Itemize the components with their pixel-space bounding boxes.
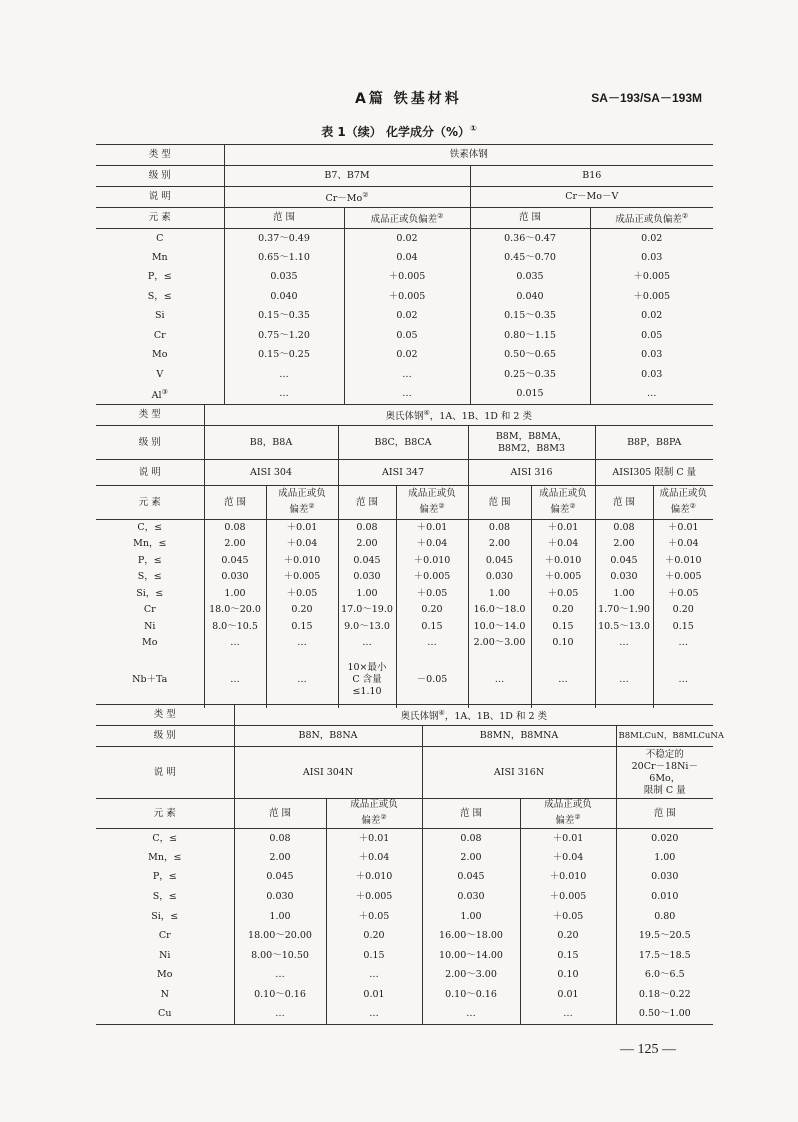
value-cell: 0.030 — [338, 569, 396, 586]
type-label: 类 型 — [96, 145, 224, 166]
range-header: 范 围 — [234, 799, 326, 829]
value-cell: 0.75～1.20 — [224, 326, 344, 346]
elem-label: 元 素 — [96, 208, 224, 229]
table-row — [96, 326, 713, 346]
value-cell: 0.20 — [396, 602, 468, 619]
value-cell: ＋0.005 — [266, 569, 338, 586]
value-cell: 0.20 — [326, 926, 422, 946]
desc-crmo: Cr－Mo② — [224, 187, 470, 208]
ferritic-table — [96, 144, 713, 404]
grade-b8p: B8P，B8PA — [595, 426, 713, 460]
value-cell: ＋0.01 — [653, 520, 713, 537]
grade-label: 级 别 — [96, 726, 234, 747]
value-cell: ＋0.04 — [326, 848, 422, 868]
table-row — [96, 652, 713, 708]
table-row — [96, 307, 713, 327]
value-cell: ＋0.01 — [266, 520, 338, 537]
page-number: — 125 — — [620, 1042, 676, 1057]
value-cell: 0.65～1.10 — [224, 248, 344, 268]
value-cell: … — [326, 1005, 422, 1025]
value-cell: 0.01 — [326, 985, 422, 1005]
value-cell: ＋0.05 — [266, 586, 338, 603]
value-cell: 0.030 — [616, 868, 713, 888]
value-cell: 0.10～0.16 — [234, 985, 326, 1005]
value-cell: 0.15 — [396, 619, 468, 636]
grade-b7: B7、B7M — [224, 166, 470, 187]
value-cell: 0.05 — [344, 326, 470, 346]
value-cell: 0.20 — [266, 602, 338, 619]
value-cell: ＋0.05 — [520, 907, 616, 927]
dev-header: 成品正或负 偏差② — [396, 486, 468, 520]
table-row — [96, 248, 713, 268]
table-row — [96, 520, 713, 537]
element-name: Cr — [143, 604, 156, 616]
element-name: Mn，≤ — [133, 538, 167, 550]
element-name: N — [160, 989, 169, 1001]
value-cell: ＋0.04 — [520, 848, 616, 868]
range-header: 范 围 — [422, 799, 520, 829]
table-row — [96, 829, 713, 849]
value-cell: … — [531, 652, 595, 708]
table-row — [96, 635, 713, 652]
value-cell: ＋0.010 — [326, 868, 422, 888]
value-cell: 2.00 — [422, 848, 520, 868]
type-label: 类 型 — [96, 405, 204, 426]
value-cell: 0.040 — [224, 287, 344, 307]
value-cell: … — [653, 635, 713, 652]
value-cell: ＋0.005 — [344, 287, 470, 307]
range-header: 范 围 — [595, 486, 653, 520]
value-cell: 0.040 — [470, 287, 590, 307]
value-cell: 0.15 — [326, 946, 422, 966]
value-cell: ＋0.005 — [590, 268, 713, 288]
spec-number: SA－193/SA－193M — [591, 91, 702, 105]
value-cell: ＋0.01 — [396, 520, 468, 537]
value-cell: ＋0.005 — [653, 569, 713, 586]
value-cell: 0.030 — [422, 887, 520, 907]
austenitic-table-2 — [96, 704, 724, 1025]
value-cell: ＋0.04 — [653, 536, 713, 553]
value-cell: ＋0.010 — [266, 553, 338, 570]
value-cell: 1.00 — [422, 907, 520, 927]
table-row — [96, 365, 713, 385]
element-name: S，≤ — [147, 290, 172, 302]
desc-label: 说 明 — [96, 460, 204, 486]
value-cell: 0.03 — [590, 346, 713, 366]
desc-unstable: 不稳定的 20Cr－18Ni－6Mo， 限制 C 量 — [616, 747, 713, 799]
value-cell: … — [326, 966, 422, 986]
value-cell: ＋0.05 — [396, 586, 468, 603]
grade-b16: B16 — [470, 166, 713, 187]
element-name: Mo — [152, 349, 168, 361]
element-name: P，≤ — [147, 271, 172, 283]
range-header: 范 围 — [224, 208, 344, 229]
value-cell: 0.04 — [344, 248, 470, 268]
value-cell: ＋0.010 — [520, 868, 616, 888]
element-name: V — [156, 368, 164, 380]
table-row — [96, 229, 713, 249]
value-cell: … — [224, 385, 344, 405]
value-cell: … — [234, 966, 326, 986]
value-cell: … — [266, 635, 338, 652]
value-cell: 18.0～20.0 — [204, 602, 266, 619]
value-cell: 0.010 — [616, 887, 713, 907]
value-cell: 0.20 — [520, 926, 616, 946]
value-cell: －0.05 — [396, 652, 468, 708]
value-cell: 2.00 — [468, 536, 531, 553]
table-row — [96, 385, 713, 405]
element-name: C，≤ — [96, 829, 234, 849]
section-title: A篇 铁基材料 — [355, 91, 462, 107]
value-cell: 0.15 — [531, 619, 595, 636]
value-cell: ＋0.005 — [326, 887, 422, 907]
value-cell: 0.20 — [653, 602, 713, 619]
table-caption: 表 1（续） 化学成分（%）① — [321, 124, 477, 139]
value-cell: 0.15 — [266, 619, 338, 636]
element-name: Mo — [157, 969, 173, 981]
desc-304n: AISI 304N — [234, 747, 422, 799]
value-cell: 0.035 — [470, 268, 590, 288]
elem-label: 元 素 — [96, 799, 234, 829]
desc-347: AISI 347 — [338, 460, 468, 486]
dev-header: 成品正或负偏差② — [344, 208, 470, 229]
grade-b8: B8，B8A — [204, 426, 338, 460]
value-cell: 0.50～0.65 — [470, 346, 590, 366]
value-cell: ＋0.010 — [396, 553, 468, 570]
value-cell: ＋0.005 — [344, 268, 470, 288]
element-name: Cr — [153, 329, 166, 341]
value-cell: 0.15～0.35 — [470, 307, 590, 327]
element-name: P，≤ — [152, 871, 177, 883]
value-cell: 0.50～1.00 — [616, 1005, 713, 1025]
table-row — [96, 268, 713, 288]
elem-label: 元 素 — [96, 486, 204, 520]
element-name: Al③ — [151, 388, 168, 402]
value-cell: … — [204, 635, 266, 652]
value-cell: ＋0.05 — [326, 907, 422, 927]
value-cell: ＋0.04 — [266, 536, 338, 553]
value-cell: 0.01 — [520, 985, 616, 1005]
value-cell: 0.37～0.49 — [224, 229, 344, 249]
element-name: C，≤ — [96, 520, 204, 537]
value-cell: 8.00～10.50 — [234, 946, 326, 966]
value-cell: 0.80～1.15 — [470, 326, 590, 346]
value-cell: 2.00 — [595, 536, 653, 553]
value-cell: 17.0～19.0 — [338, 602, 396, 619]
value-cell: … — [224, 365, 344, 385]
range-header: 范 围 — [338, 486, 396, 520]
value-cell: 19.5～20.5 — [616, 926, 713, 946]
value-cell: 0.18～0.22 — [616, 985, 713, 1005]
value-cell: ＋0.01 — [531, 520, 595, 537]
desc-label: 说 明 — [96, 747, 234, 799]
value-cell: ＋0.04 — [396, 536, 468, 553]
value-cell: 2.00～3.00 — [468, 635, 531, 652]
value-cell: 9.0～13.0 — [338, 619, 396, 636]
value-cell: 0.045 — [468, 553, 531, 570]
range-header: 范 围 — [468, 486, 531, 520]
value-cell: 0.03 — [590, 248, 713, 268]
range-header: 范 围 — [470, 208, 590, 229]
value-cell: 0.045 — [204, 553, 266, 570]
desc-304: AISI 304 — [204, 460, 338, 486]
value-cell: … — [396, 635, 468, 652]
type-label: 类 型 — [96, 705, 234, 726]
value-cell: 0.02 — [344, 307, 470, 327]
value-cell: … — [653, 652, 713, 708]
value-cell: 0.030 — [204, 569, 266, 586]
value-cell: 0.15 — [520, 946, 616, 966]
desc-316n: AISI 316N — [422, 747, 616, 799]
value-cell: 1.00 — [595, 586, 653, 603]
value-cell: 0.08 — [468, 520, 531, 537]
grade-b8mn: B8MN，B8MNA — [422, 726, 616, 747]
desc-305: AISI305 限制 C 量 — [595, 460, 713, 486]
austenitic-table-1 — [96, 404, 713, 708]
value-cell: 10×最小 C 含量 ≤1.10 — [338, 652, 396, 708]
element-name: Ni — [144, 620, 156, 632]
value-cell: 0.020 — [616, 829, 713, 849]
grade-label: 级 别 — [96, 166, 224, 187]
dev-header: 成品正或负 偏差② — [531, 486, 595, 520]
value-cell: 1.00 — [234, 907, 326, 927]
table-row — [96, 848, 713, 868]
desc-crmov: Cr－Mo－V — [470, 187, 713, 208]
dev-header: 成品正或负偏差② — [590, 208, 713, 229]
value-cell: 0.03 — [590, 365, 713, 385]
value-cell: 0.08 — [422, 829, 520, 849]
value-cell: 0.25～0.35 — [470, 365, 590, 385]
element-name: Mo — [142, 637, 158, 649]
table-row — [96, 985, 713, 1005]
element-name: S，≤ — [152, 891, 177, 903]
value-cell: 2.00 — [204, 536, 266, 553]
dev-header: 成品正或负 偏差② — [326, 799, 422, 829]
value-cell: 10.00～14.00 — [422, 946, 520, 966]
value-cell: … — [266, 652, 338, 708]
value-cell: 0.08 — [338, 520, 396, 537]
value-cell: … — [595, 652, 653, 708]
table-row — [96, 569, 713, 586]
value-cell: 0.05 — [590, 326, 713, 346]
table-row — [96, 287, 713, 307]
dev-header: 成品正或负 偏差② — [653, 486, 713, 520]
value-cell: 0.02 — [590, 307, 713, 327]
value-cell: 0.45～0.70 — [470, 248, 590, 268]
table-row — [96, 536, 713, 553]
value-cell: ＋0.010 — [531, 553, 595, 570]
table-row — [96, 926, 713, 946]
grade-b8mlcun: B8MLCuN，B8MLCuNA — [616, 726, 713, 747]
table-row — [96, 946, 713, 966]
value-cell: 17.5～18.5 — [616, 946, 713, 966]
value-cell: 0.15 — [653, 619, 713, 636]
value-cell: 0.02 — [344, 229, 470, 249]
value-cell: … — [422, 1005, 520, 1025]
table-row — [96, 966, 713, 986]
value-cell: 0.10 — [531, 635, 595, 652]
value-cell: ＋0.005 — [531, 569, 595, 586]
element-name: Cr — [158, 930, 171, 942]
type-value: 奥氏体钢④，1A、1B、1D 和 2 类 — [204, 405, 713, 426]
value-cell: 1.00 — [338, 586, 396, 603]
value-cell: 0.045 — [422, 868, 520, 888]
value-cell: 0.08 — [234, 829, 326, 849]
value-cell: ＋0.005 — [590, 287, 713, 307]
value-cell: ＋0.01 — [520, 829, 616, 849]
table-row — [96, 619, 713, 636]
element-name: Si，≤ — [151, 910, 179, 922]
table-row — [96, 868, 713, 888]
value-cell: 8.0～10.5 — [204, 619, 266, 636]
value-cell: ＋0.01 — [326, 829, 422, 849]
table-row — [96, 553, 713, 570]
grade-label: 级 别 — [96, 426, 204, 460]
value-cell: 0.045 — [234, 868, 326, 888]
value-cell: 16.0～18.0 — [468, 602, 531, 619]
range-header: 范 围 — [204, 486, 266, 520]
value-cell: 6.0～6.5 — [616, 966, 713, 986]
value-cell: … — [344, 385, 470, 405]
dev-header: 成品正或负 偏差② — [520, 799, 616, 829]
value-cell: 2.00 — [338, 536, 396, 553]
value-cell: 0.20 — [531, 602, 595, 619]
value-cell: … — [590, 385, 713, 405]
value-cell: 0.15～0.25 — [224, 346, 344, 366]
value-cell: … — [204, 652, 266, 708]
value-cell: 0.045 — [338, 553, 396, 570]
element-name: Mn，≤ — [148, 851, 182, 863]
value-cell: 0.36～0.47 — [470, 229, 590, 249]
value-cell: 0.80 — [616, 907, 713, 927]
value-cell: ＋0.04 — [531, 536, 595, 553]
element-name: C — [96, 229, 224, 249]
value-cell: 2.00～3.00 — [422, 966, 520, 986]
value-cell: 2.00 — [234, 848, 326, 868]
value-cell: … — [344, 365, 470, 385]
value-cell: ＋0.005 — [396, 569, 468, 586]
value-cell: 0.030 — [468, 569, 531, 586]
value-cell: 0.08 — [595, 520, 653, 537]
value-cell: 18.00～20.00 — [234, 926, 326, 946]
value-cell: … — [595, 635, 653, 652]
table-row — [96, 586, 713, 603]
value-cell: 0.10～0.16 — [422, 985, 520, 1005]
value-cell: 16.00～18.00 — [422, 926, 520, 946]
grade-b8c: B8C，B8CA — [338, 426, 468, 460]
value-cell: 0.030 — [234, 887, 326, 907]
table-row — [96, 1005, 713, 1025]
value-cell: 10.0～14.0 — [468, 619, 531, 636]
value-cell: 1.70～1.90 — [595, 602, 653, 619]
grade-b8n: B8N，B8NA — [234, 726, 422, 747]
range-header: 范 围 — [616, 799, 713, 829]
type-value: 铁素体钢 — [224, 145, 713, 166]
value-cell: ＋0.005 — [520, 887, 616, 907]
grade-b8m: B8M，B8MA， B8M2，B8M3 — [468, 426, 595, 460]
value-cell: … — [338, 635, 396, 652]
value-cell: ＋0.010 — [653, 553, 713, 570]
value-cell: 0.02 — [344, 346, 470, 366]
value-cell: 0.15～0.35 — [224, 307, 344, 327]
value-cell: 0.045 — [595, 553, 653, 570]
dev-header: 成品正或负 偏差② — [266, 486, 338, 520]
value-cell: ＋0.05 — [653, 586, 713, 603]
element-name: Mn — [151, 251, 168, 263]
value-cell: 0.035 — [224, 268, 344, 288]
value-cell: 1.00 — [468, 586, 531, 603]
table-row — [96, 346, 713, 366]
value-cell: 10.5～13.0 — [595, 619, 653, 636]
table-row — [96, 907, 713, 927]
table-row — [96, 602, 713, 619]
value-cell: 1.00 — [204, 586, 266, 603]
element-name: S，≤ — [137, 571, 162, 583]
element-name: Ni — [159, 949, 171, 961]
desc-label: 说 明 — [96, 187, 224, 208]
type-value: 奥氏体钢④，1A、1B、1D 和 2 类 — [234, 705, 713, 726]
value-cell: ＋0.05 — [531, 586, 595, 603]
value-cell: 0.10 — [520, 966, 616, 986]
value-cell: … — [234, 1005, 326, 1025]
element-name: P，≤ — [137, 554, 162, 566]
value-cell: 0.08 — [204, 520, 266, 537]
value-cell: 0.030 — [595, 569, 653, 586]
value-cell: 0.02 — [590, 229, 713, 249]
element-name: Si — [154, 310, 165, 322]
element-name: Cu — [96, 1005, 234, 1025]
value-cell: 0.015 — [470, 385, 590, 405]
desc-316: AISI 316 — [468, 460, 595, 486]
element-name: Si，≤ — [136, 587, 164, 599]
value-cell: … — [520, 1005, 616, 1025]
value-cell: … — [468, 652, 531, 708]
table-row — [96, 887, 713, 907]
element-name: Nb＋Ta — [132, 673, 168, 685]
value-cell: 1.00 — [616, 848, 713, 868]
